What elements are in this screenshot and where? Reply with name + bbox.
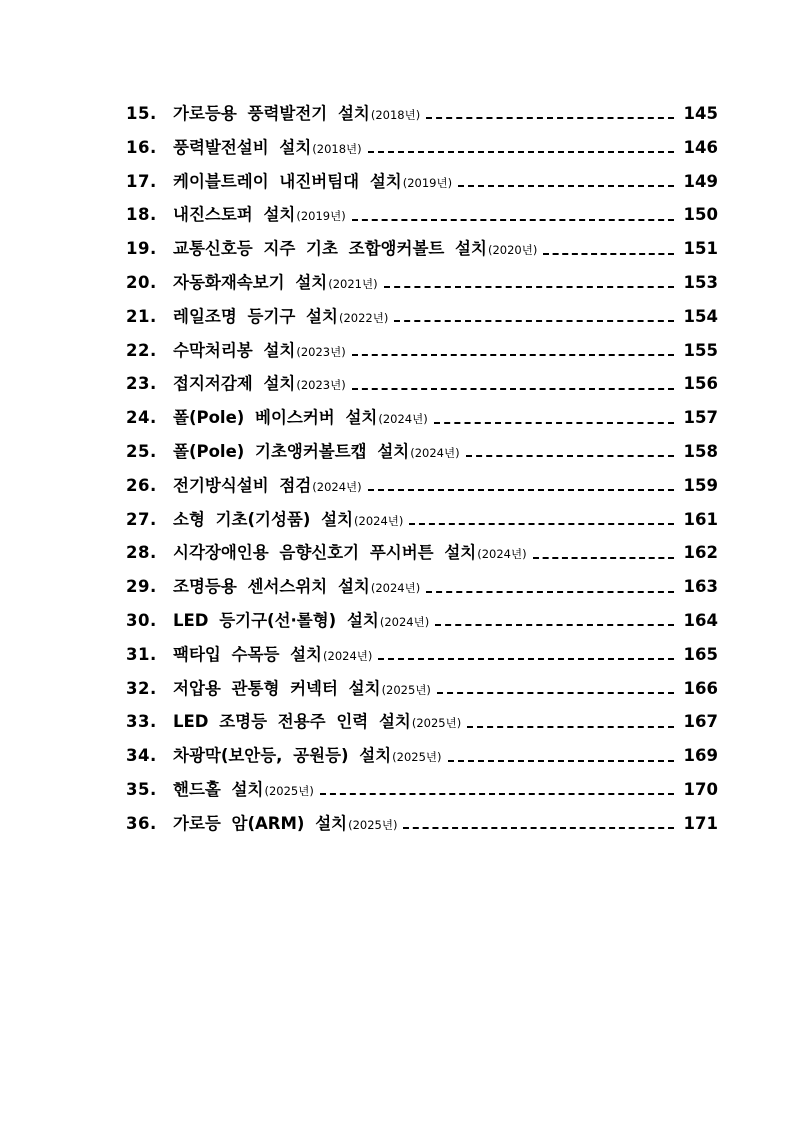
dash-leader [403, 819, 673, 829]
toc-entry-year: (2019년) [402, 175, 453, 190]
dash-leader [426, 583, 673, 593]
toc-entry-year: (2025년) [348, 817, 398, 832]
toc-entry-page-number: 156 [683, 374, 718, 394]
toc-entry-title: 저압용 관통형 커넥터 설치 [173, 678, 381, 698]
dash-leader [434, 414, 674, 424]
dash-leader [437, 684, 674, 694]
toc-entry-title: 자동화재속보기 설치 [173, 272, 328, 292]
toc-entry-number: 23. [126, 374, 157, 394]
toc-entry-number: 34. [126, 746, 157, 766]
dash-leader [409, 515, 673, 525]
toc-entry-year: (2018년) [370, 108, 421, 122]
toc-entry-number: 17. [126, 171, 157, 191]
toc-entry-year: (2019년) [296, 209, 346, 224]
toc-entry-page-number: 161 [683, 509, 718, 529]
toc-entry-title: 전기방식설비 점검 [173, 475, 312, 495]
toc-entry[interactable] [126, 675, 718, 709]
toc-entry[interactable] [126, 641, 718, 675]
toc-entry-year: (2024년) [323, 648, 373, 663]
dash-leader [352, 211, 674, 221]
toc-entry[interactable] [126, 404, 718, 438]
toc-entry[interactable] [126, 776, 718, 810]
dash-leader [466, 447, 674, 457]
toc-entry-page-number: 153 [683, 272, 718, 292]
toc-entry-number: 25. [126, 441, 157, 461]
dash-leader [352, 380, 674, 390]
toc-entry-page-number: 149 [683, 171, 718, 191]
toc-entry[interactable] [126, 708, 718, 742]
toc-entry-page-number: 166 [683, 678, 718, 698]
toc-entry-number: 28. [126, 543, 157, 563]
toc-entry-page-number: 163 [683, 577, 718, 597]
toc-entry-title: 케이블트레이 내진버팀대 설치 [173, 171, 402, 191]
toc-entry-page-number: 145 [683, 104, 718, 123]
toc-entry[interactable] [126, 168, 718, 202]
toc-entry-number: 31. [126, 644, 157, 664]
dash-leader [394, 312, 673, 322]
toc-entry-year: (2024년) [477, 547, 527, 562]
toc-entry[interactable] [126, 269, 718, 303]
toc-entry-year: (2023년) [296, 378, 346, 393]
toc-entry-year: (2024년) [379, 614, 430, 629]
toc-entry-year: (2025년) [411, 716, 462, 731]
dash-leader [533, 549, 674, 559]
dash-leader [543, 245, 673, 255]
toc-entry-number: 20. [126, 272, 157, 292]
toc-entry-page-number: 151 [683, 239, 718, 259]
dash-leader [426, 109, 673, 119]
toc-entry-page-number: 162 [683, 543, 718, 563]
toc-entry-page-number: 146 [683, 137, 718, 157]
toc-entry-title: 폴(Pole) 베이스커버 설치 [173, 408, 378, 428]
dash-leader [368, 481, 674, 491]
toc-entry-title: 풍력발전설비 설치 [173, 137, 312, 157]
toc-entry[interactable] [126, 438, 718, 472]
dash-leader [467, 718, 673, 728]
toc-entry-title: 접지저감제 설치 [173, 374, 296, 394]
toc-entry-page-number: 157 [683, 408, 718, 428]
toc-entry-page-number: 167 [683, 712, 718, 732]
toc-entry-page-number: 159 [683, 475, 718, 495]
dash-leader [352, 346, 674, 356]
toc-entry-number: 32. [126, 678, 157, 698]
dash-leader [448, 752, 674, 762]
toc-entry[interactable] [126, 134, 718, 168]
toc-entry[interactable] [126, 100, 718, 134]
toc-entry-page-number: 170 [683, 779, 718, 799]
toc-entry-number: 36. [126, 813, 157, 833]
toc-entry-year: (2023년) [296, 344, 346, 359]
toc-entry-title: 교통신호등 지주 기초 조합앵커볼트 설치 [173, 239, 487, 259]
toc-entry-year: (2024년) [354, 513, 404, 528]
toc-entry-title: 조명등용 센서스위치 설치 [173, 577, 370, 597]
toc-entry[interactable] [126, 506, 718, 540]
dash-leader [378, 650, 673, 660]
dash-leader [368, 143, 674, 153]
toc-entry[interactable] [126, 370, 718, 404]
toc-entry-year: (2018년) [312, 141, 362, 156]
toc-entry-year: (2021년) [328, 276, 378, 291]
toc-entry-page-number: 155 [683, 340, 718, 360]
toc-entry-title: 폴(Pole) 기초앵커볼트캡 설치 [173, 441, 410, 461]
toc-entry[interactable] [126, 201, 718, 235]
toc-entry-year: (2024년) [378, 412, 428, 427]
toc-entry[interactable] [126, 539, 718, 573]
toc-entry-number: 35. [126, 779, 157, 799]
toc-entry-page-number: 165 [683, 644, 718, 664]
toc-entry-page-number: 164 [683, 610, 718, 630]
toc-entry-year: (2020년) [487, 243, 538, 258]
toc-entry-number: 19. [126, 239, 157, 259]
toc-entry-year: (2025년) [264, 783, 314, 798]
toc-entry-title: 팩타입 수목등 설치 [173, 644, 323, 664]
toc-entry-title: 차광막(보안등, 공원등) 설치 [173, 746, 392, 766]
toc-entry-year: (2022년) [338, 310, 389, 325]
toc-entry[interactable] [126, 810, 718, 844]
toc-entry-title: 소형 기초(기성품) 설치 [173, 509, 354, 529]
toc-entry-year: (2025년) [381, 682, 431, 697]
toc-entry-title: 핸드홀 설치 [173, 779, 264, 799]
toc-entry[interactable] [126, 303, 718, 337]
dash-leader [384, 278, 674, 288]
dash-leader [435, 616, 673, 626]
toc-entry-title: 가로등 암(ARM) 설치 [173, 813, 348, 833]
toc-entry[interactable] [126, 573, 718, 607]
toc-entry-page-number: 154 [683, 306, 718, 326]
toc-entry-year: (2025년) [392, 750, 442, 765]
toc-entry-year: (2024년) [312, 479, 362, 494]
toc-entry-page-number: 150 [683, 205, 718, 225]
toc-entry-title: 가로등용 풍력발전기 설치 [173, 104, 370, 123]
toc-entry-title: 레일조명 등기구 설치 [173, 306, 338, 326]
toc-entry[interactable] [126, 472, 718, 506]
toc-entry-year: (2024년) [410, 445, 460, 460]
toc-entry-number: 26. [126, 475, 157, 495]
toc-entry-page-number: 171 [683, 813, 718, 833]
toc-entry-year: (2024년) [370, 581, 421, 596]
toc-entry-title: LED 조명등 전용주 인력 설치 [173, 712, 411, 732]
toc-entry-number: 24. [126, 408, 157, 428]
toc-entry[interactable] [126, 235, 718, 269]
toc-entry-page-number: 158 [683, 441, 718, 461]
toc-entry-number: 29. [126, 577, 157, 597]
toc-entry-title: 내진스토퍼 설치 [173, 205, 296, 225]
toc-entry-number: 21. [126, 306, 157, 326]
toc-entry-title: 수막처리봉 설치 [173, 340, 296, 360]
toc-entry-number: 18. [126, 205, 157, 225]
toc-entry-title: LED 등기구(선·롤형) 설치 [173, 610, 379, 630]
toc-entry[interactable] [126, 742, 718, 776]
toc-entry-page-number: 169 [683, 746, 718, 766]
toc-entry[interactable] [126, 337, 718, 371]
toc-entry-number: 22. [126, 340, 157, 360]
dash-leader [458, 177, 673, 187]
toc-entry-number: 27. [126, 509, 157, 529]
toc-entry-number: 30. [126, 610, 157, 630]
toc-entry-title: 시각장애인용 음향신호기 푸시버튼 설치 [173, 543, 477, 563]
toc-entry[interactable] [126, 607, 718, 641]
toc-entry-number: 33. [126, 712, 157, 732]
toc-entry-number: 16. [126, 137, 157, 157]
table-of-contents [126, 100, 718, 844]
toc-entry-number: 15. [126, 104, 157, 123]
dash-leader [320, 785, 674, 795]
